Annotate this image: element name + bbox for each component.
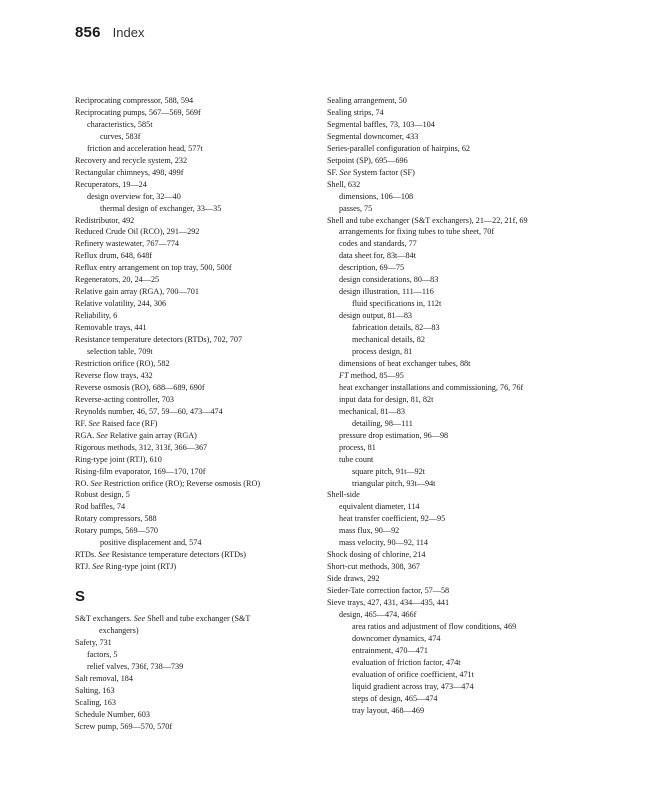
index-entry [75,334,337,346]
index-entry [75,673,337,685]
index-entry [75,250,337,262]
index-entry-text: selection table, 709t [87,347,153,357]
index-entry-text: Reynolds number, 46, 57, 59—60, 473—474 [75,406,223,416]
see-reference-label: See [92,562,104,572]
index-entry-text: Regenerators, 20, 24—25 [75,275,160,285]
index-entry-text: Side draws, 292 [327,574,380,584]
index-entry-text: Sealing arrangement, 50 [327,96,407,105]
index-entry-term: RTDs. [75,550,99,560]
index-entry-text: Refinery wastewater, 767—774 [75,239,180,249]
index-entry-text: equivalent diameter, 114 [339,502,420,512]
index-entry-text: Scaling, 163 [75,697,116,707]
index-entry-text: downcomer dynamics, 474 [352,633,441,643]
index-entry [75,143,337,155]
index-entry-text: fluid specifications in, 112t [352,299,442,309]
index-entry [327,418,602,430]
index-entry-symbol: FT [339,370,349,380]
index-entry [75,203,337,215]
index-entry [75,478,337,490]
index-entry [75,418,337,430]
index-entry-text: Salt removal, 184 [75,673,133,683]
index-entry-text: Robust design, 5 [75,490,130,500]
index-entry [327,286,602,298]
index-entry-text: design illustration, 111—116 [339,287,434,297]
index-entry-text: Setpoint (SP), 695—696 [327,155,408,165]
index-entry-text: Reverse-acting controller, 703 [75,394,175,404]
index-entry [327,681,602,693]
index-entry [75,525,337,537]
index-entry-text: arrangements for fixing tubes to tube sheet, 70f [339,227,495,237]
page-title: Index [112,25,145,40]
index-entry [327,561,602,573]
index-entry-text: Recuperators, 19—24 [75,179,147,189]
index-entry [327,226,602,238]
index-entry-text: Salting, 163 [75,685,115,695]
index-entry [327,513,602,525]
index-entry-text: Relative volatility, 244, 306 [75,299,167,309]
index-entry [327,489,602,501]
index-entry [327,370,602,382]
index-entry-term: RO. [75,478,91,488]
index-entry-text: positive displacement and, 574 [100,538,202,548]
index-entry-reference: System factor (SF) [350,167,415,177]
index-entries-r [75,95,337,573]
index-entry [75,191,337,203]
index-entry [75,179,337,191]
index-entry [327,131,602,143]
index-entry-text: Short-cut methods, 308, 367 [327,562,421,572]
index-entry [327,346,602,358]
index-entry [75,442,337,454]
index-entry [327,454,602,466]
index-entry-text: codes and standards, 77 [339,239,417,249]
index-entry [75,107,337,119]
index-entry [75,274,337,286]
see-reference-label: See [133,614,146,624]
index-entry-term: SF. [327,167,340,177]
index-entry-reference: Relative gain array (RGA) [107,430,197,440]
index-entry [327,107,602,119]
index-entry-term: RGA. [75,430,97,440]
index-entry-text: Segmental downcomer, 433 [327,131,419,141]
index-entry-text: Shell-side [327,490,360,500]
index-entry [75,382,337,394]
index-entry [75,454,337,466]
index-entry [75,721,337,733]
index-entry [327,143,602,155]
index-entry-text: steps of design, 465—474 [352,693,438,703]
index-entry-term: RTJ. [75,562,93,572]
page-number: 856 [75,24,101,41]
index-entry-text: Redistributor, 492 [75,215,135,225]
index-entry-text: Reflux drum, 648, 648f [75,251,153,261]
index-entry-text: evaluation of friction factor, 474t [352,657,461,667]
index-entry [75,430,337,442]
index-entry-text: friction and acceleration head, 577t [87,143,203,153]
index-entry-text: process design, 81 [352,347,413,357]
index-entry [75,697,337,709]
index-entry-text: heat transfer coefficient, 92—95 [339,514,446,524]
index-entry [75,685,337,697]
index-entry-reference: Restriction orifice (RO); Reverse osmosis (RO) [101,478,261,488]
index-entry-text: Rotary compressors, 588 [75,514,157,524]
index-entry [75,406,337,418]
index-entry [75,489,337,501]
index-entry-text: heat exchanger installations and commissioning, 76, 76f [339,382,524,392]
index-entry [327,191,602,203]
index-entry-text: thermal design of exchanger, 33—35 [100,203,222,213]
index-entry-text: detailing, 98—111 [352,418,413,428]
index-entry [327,406,602,418]
section-letter: S [75,588,86,606]
index-entries-s [75,613,337,733]
index-entry-text: Reciprocating pumps, 567—569, 569f [75,107,201,117]
index-entry [327,203,602,215]
index-entry [327,298,602,310]
see-reference-label: See [339,167,351,177]
index-entry-text: evaluation of orifice coefficient, 471t [352,669,474,679]
index-entry [75,167,337,179]
index-entry [327,394,602,406]
index-entry-reference: Shell and tube exchanger (S&T [145,614,251,624]
index-entry-text: curves, 583f [100,131,141,141]
index-entry [327,238,602,250]
index-entry [327,657,602,669]
index-entry [327,274,602,286]
index-entry-text: fabrication details, 82—83 [352,323,440,333]
index-entry-reference: Raised face (RF) [99,418,158,428]
index-entry-text: Shell and tube exchanger (S&T exchangers), 21—22, 21f, 69 [327,215,528,225]
index-entry-text: Rotary pumps, 569—570 [75,526,159,536]
index-entry [327,215,602,227]
index-entry-text: Reduced Crude Oil (RCO), 291—292 [75,227,200,237]
index-entry-text: process, 81 [339,442,376,452]
index-entry-reference: Resistance temperature detectors (RTDs) [109,550,246,560]
see-reference-label: See [88,418,100,428]
index-entry-term: S&T exchangers. [75,614,134,624]
index-entry [75,119,337,131]
index-entry [75,226,337,238]
index-entry-term: RF. [75,418,89,428]
index-entry [75,298,337,310]
index-entry [327,585,602,597]
index-entry-text: Sieve trays, 427, 431, 434—435, 441 [327,598,450,608]
index-entry [75,310,337,322]
index-entry [75,286,337,298]
index-entry [327,262,602,274]
index-entry [75,549,337,561]
index-entry [327,382,602,394]
index-entry-text: Rectangular chimneys, 498, 499f [75,167,184,177]
index-entry [327,633,602,645]
index-entry-text: Rod baffles, 74 [75,502,126,512]
index-entry-text: description, 69—75 [339,263,405,273]
index-entry-text: passes, 75 [339,203,373,213]
index-entry [75,346,337,358]
index-entry [327,250,602,262]
index-entry [75,625,337,637]
index-entry [327,597,602,609]
index-entry [327,621,602,633]
index-entry-text: factors, 5 [87,649,118,659]
index-entry-text: Sieder-Tate correction factor, 57—58 [327,586,450,596]
index-entry-text: area ratios and adjustment of flow conditions, 469 [352,621,517,631]
index-entry-text: Reverse flow trays, 432 [75,370,153,380]
index-entry-text: Rigorous methods, 312, 313f, 366—367 [75,442,208,452]
index-entry-text: Relative gain array (RGA), 700—701 [75,287,199,297]
index-entry-text: Segmental baffles, 73, 103—104 [327,119,435,129]
index-entry-text: Rising-film evaporator, 169—170, 170f [75,466,206,476]
index-entry-text: Sealing strips, 74 [327,107,384,117]
index-entry-text: Shock dosing of chlorine, 214 [327,550,426,560]
index-entry [327,501,602,513]
index-entry-reference: method, 85—95 [348,370,404,380]
index-entry [327,358,602,370]
index-entry-text: liquid gradient across tray, 473—474 [352,681,474,691]
index-entry-text: design output, 81—83 [339,311,413,321]
index-entry [75,466,337,478]
index-entry [327,705,602,717]
index-entry-text: mechanical, 81—83 [339,406,405,416]
index-entry [327,310,602,322]
index-entry-reference: Ring-type joint (RTJ) [103,562,177,572]
index-entry [75,561,337,573]
index-entry [75,370,337,382]
index-entry-text: mass velocity, 90—92, 114 [339,538,428,548]
index-entry [327,645,602,657]
index-entry-text: design considerations, 80—83 [339,275,439,285]
index-entry [75,394,337,406]
index-entry-text: dimensions of heat exchanger tubes, 88t [339,358,471,368]
index-entry [327,430,602,442]
index-entries-right [327,95,602,717]
index-entry-text: mass flux, 90—92 [339,526,400,536]
index-entry [75,95,337,107]
index-entry [327,478,602,490]
index-entry-text: Reverse osmosis (RO), 688—689, 690f [75,382,205,392]
index-entry-text: characteristics, 585t [87,119,153,129]
index-entry-text: Resistance temperature detectors (RTDs), 702, 707 [75,335,243,345]
index-entry-text: Series-parallel configuration of hairpins, 62 [327,143,471,153]
index-entry [327,466,602,478]
index-entry-text: Reflux entry arrangement on top tray, 500, 500f [75,263,232,273]
index-entry [327,95,602,107]
index-entry [75,238,337,250]
index-entry-text: mechanical details, 82 [352,335,425,345]
index-entry-text: design, 465—474, 466f [339,609,417,619]
index-entry-text: Screw pump, 569—570, 570f [75,721,173,731]
index-entry [327,167,602,179]
index-entry [75,501,337,513]
index-entry-text: Restriction orifice (RO), 582 [75,358,170,368]
index-entry [327,179,602,191]
index-entry-text: relief valves, 736f, 738—739 [87,661,184,671]
index-entry [75,649,337,661]
index-entry [75,131,337,143]
index-entry [327,609,602,621]
index-entry [327,442,602,454]
index-entry [327,693,602,705]
index-entry [327,669,602,681]
index-entry-text: Schedule Number, 603 [75,709,150,719]
index-entry-text: triangular pitch, 93t—94t [352,478,436,488]
index-entry-text: data sheet for, 83t—84t [339,251,416,261]
index-column-left [75,95,337,733]
index-entry [75,513,337,525]
index-entry [75,537,337,549]
index-entry-text: Reliability, 6 [75,311,118,321]
index-entry [75,155,337,167]
index-entry [75,358,337,370]
index-entry [327,322,602,334]
index-entry [75,709,337,721]
index-entry [75,661,337,673]
index-entry [327,573,602,585]
page-header [75,24,144,48]
index-entry-text: Ring-type joint (RTJ), 610 [75,454,162,464]
index-entry [75,322,337,334]
index-entry [75,215,337,227]
index-entry-text: tube count [339,454,374,464]
index-entry-text: entrainment, 470—471 [352,645,428,655]
index-entry-text: dimensions, 106—108 [339,191,414,201]
index-entry-text: square pitch, 91t—92t [352,466,425,476]
index-entry-text: tray layout, 468—469 [352,705,425,715]
index-entry-text: input data for design, 81, 82t [339,394,434,404]
see-reference-label: See [90,478,102,488]
index-entry [75,613,337,625]
index-entry-text: design overview for, 32—40 [87,191,181,201]
index-entry-text: Recovery and recycle system, 232 [75,155,188,165]
index-column-right [327,95,602,717]
index-entry [327,119,602,131]
index-entry [327,537,602,549]
index-entry-text: Removable trays, 441 [75,323,147,333]
index-entry-text: pressure drop estimation, 96—98 [339,430,449,440]
see-reference-label: See [96,430,108,440]
index-entry [327,549,602,561]
index-entry [327,155,602,167]
index-entry-text: Safety, 731 [75,638,112,648]
index-entry-text: Shell, 632 [327,179,361,189]
index-entry [75,262,337,274]
index-entry-text: exchangers) [99,626,139,636]
index-entry [75,637,337,649]
see-reference-label: See [98,550,110,560]
index-entry [327,525,602,537]
index-entry-text: Reciprocating compressor, 588, 594 [75,96,194,105]
index-entry [327,334,602,346]
